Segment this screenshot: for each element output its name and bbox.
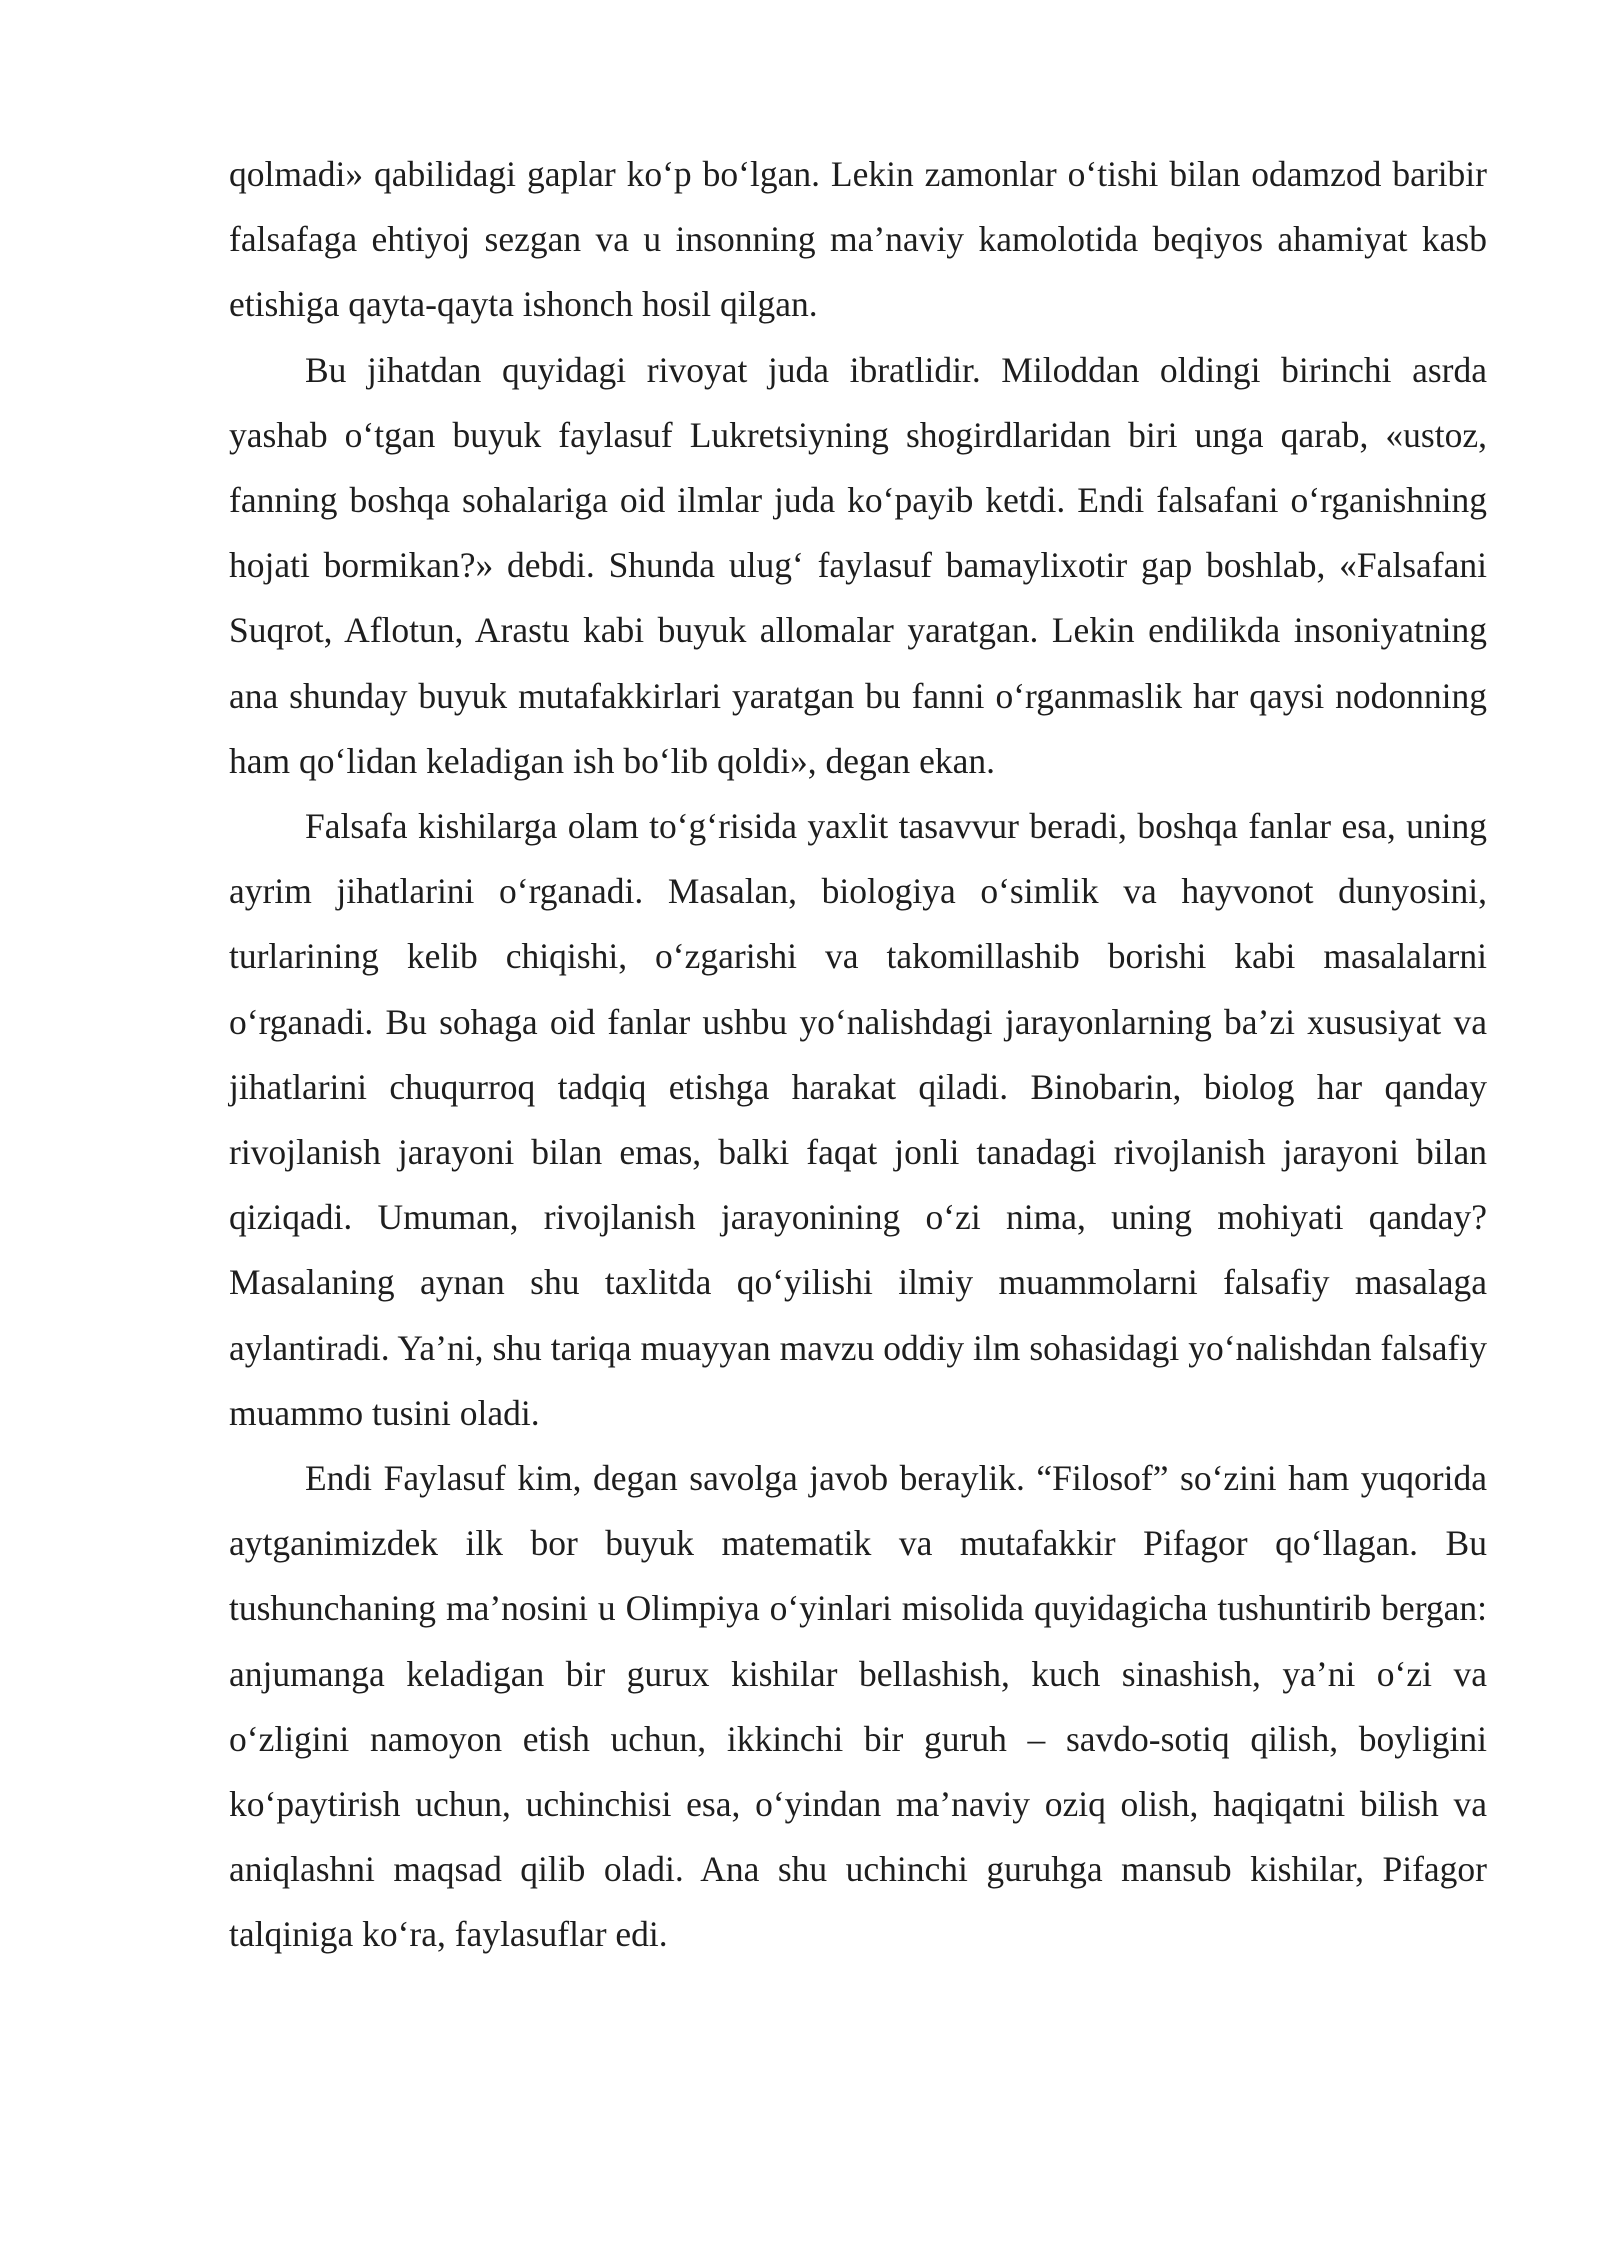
paragraph-philosophy-vs-sciences: Falsafa kishilarga olam to‘g‘risida yaxlit tasavvur beradi, boshqa fanlar esa, uning ayrim jihatlarini o‘rganadi. Masalan, biologiya o‘simlik va hayvonot dunyosini, turlarining kelib chiqishi, o‘zgarishi va takomillashib borishi kabi masalalarni o‘rganadi. Bu sohaga oid fanlar ushbu yo‘nalishdagi jarayonlarning ba’zi xususiyat va jihatlarini chuqurroq tadqiq etishga harakat qiladi. Binobarin, biolog har qanday rivojlanish jarayoni bilan emas, balki faqat jonli tanadagi rivojlanish jarayoni bilan qiziqadi. Umuman, rivojlanish jarayonining o‘zi nima, uning mohiyati qanday? Masalaning aynan shu taxlitda qo‘yilishi ilmiy muammolarni falsafiy masalaga aylantiradi. Ya’ni, shu tariqa muayyan mavzu oddiy ilm sohasidagi yo‘nalishdan falsafiy muammo tusini oladi.	[229, 806, 1487, 1433]
document-page	[229, 142, 1487, 1968]
paragraph-who-is-philosopher: Endi Faylasuf kim, degan savolga javob beraylik. “Filosof” so‘zini ham yuqorida aytganimizdek ilk bor buyuk matematik va mutafakkir Pifagor qo‘llagan. Bu tushunchaning ma’nosini u Olimpiya o‘yinlari misolida quyidagicha tushuntirib bergan: anjumanga keladigan bir gurux kishilar bellashish, kuch sinashish, ya’ni o‘zi va o‘zligini namoyon etish uchun, ikkinchi bir guruh – savdo-sotiq qilish, boyligini ko‘paytirish uchun, uchinchisi esa, o‘yindan ma’naviy oziq olish, haqiqatni bilish va aniqlashni maqsad qilib oladi. Ana shu uchinchi guruhga mansub kishilar, Pifagor talqiniga ko‘ra, faylasuflar edi.	[229, 1458, 1487, 1955]
paragraph-continuation: qolmadi» qabilidagi gaplar ko‘p bo‘lgan. Lekin zamonlar o‘tishi bilan odamzod baribir falsafaga ehtiyoj sezgan va u insonning ma’naviy kamolotida beqiyos ahamiyat kasb etishiga qayta-qayta ishonch hosil qilgan.	[229, 154, 1487, 325]
paragraph-lucretius-anecdote: Bu jihatdan quyidagi rivoyat juda ibratlidir. Miloddan oldingi birinchi asrda yashab o‘tgan buyuk faylasuf Lukretsiyning shogirdlaridan biri unga qarab, «ustoz, fanning boshqa sohalariga oid ilmlar juda ko‘payib ketdi. Endi falsafani o‘rganishning hojati bormikan?» debdi. Shunda ulug‘ faylasuf bamaylixotir gap boshlab, «Falsafani Suqrot, Aflotun, Arastu kabi buyuk allomalar yaratgan. Lekin endilikda insoniyatning ana shunday buyuk mutafakkirlari yaratgan bu fanni o‘rganmaslik har qaysi nodonning ham qo‘lidan keladigan ish bo‘lib qoldi», degan ekan.	[229, 349, 1487, 781]
